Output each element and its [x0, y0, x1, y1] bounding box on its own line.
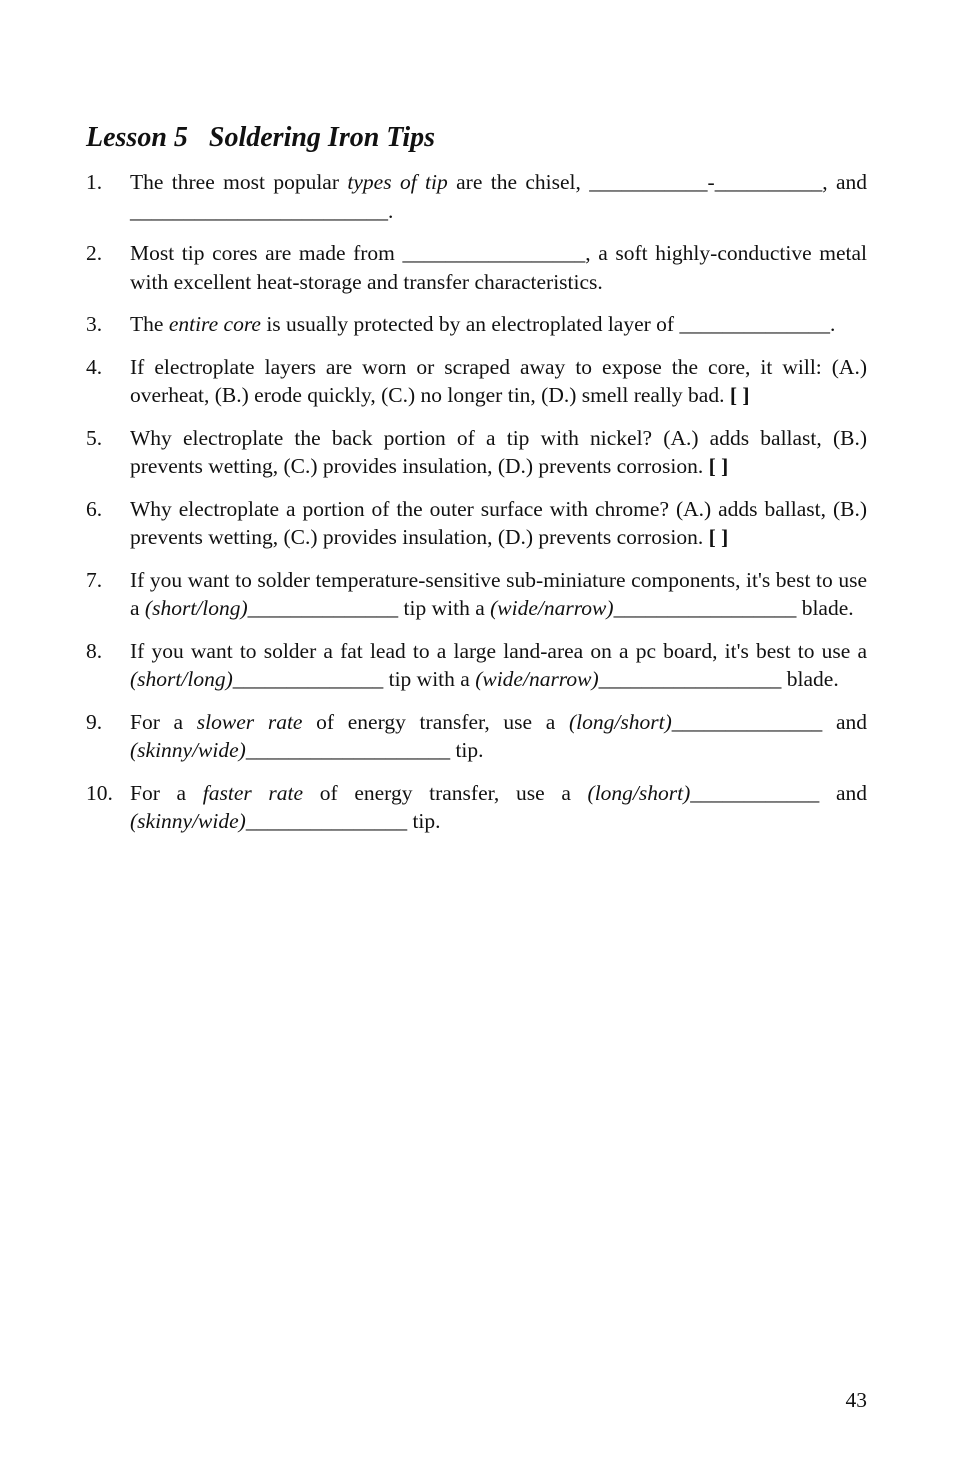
emphasis-text: (short/long) — [144, 596, 248, 620]
question-text — [130, 353, 867, 410]
text-segment: If electroplate layers are worn or scraped away to expose the core, it will: (A.) overheat, (B.) erode quickly, (C.) no longer tin, (D.) smell really bad. — [130, 354, 867, 407]
question-item — [86, 239, 867, 296]
text-segment: is usually protected by an electroplated layer of ______________. — [260, 312, 836, 336]
text-segment: ___________________ tip. — [245, 738, 484, 762]
text-segment: ______________ tip with a — [247, 596, 491, 620]
text-segment: of energy transfer, use a — [303, 780, 588, 805]
text-segment: ______________ tip with a — [232, 667, 476, 691]
question-number: 8. — [86, 638, 103, 663]
question-text — [130, 637, 867, 694]
text-segment: ____________ and — [690, 780, 868, 805]
lesson-title: Lesson 5 Soldering Iron Tips — [86, 122, 436, 153]
emphasis-text: (long/short) — [569, 709, 672, 734]
page-content — [86, 118, 867, 850]
question-item — [86, 637, 867, 694]
text-segment: Why electroplate a portion of the outer surface with chrome? (A.) adds ballast, (B.) prevents wetting, (C.) provides insulation, (D.) prevents corrosion. — [130, 496, 867, 549]
text-segment: _______________ tip. — [245, 809, 441, 833]
question-number: 4. — [86, 354, 103, 379]
text-segment: The — [130, 312, 169, 336]
question-number: 6. — [86, 496, 103, 521]
emphasis-text: (skinny/wide) — [130, 738, 246, 762]
emphasis-text: entire core — [168, 312, 261, 336]
text-segment: of energy transfer, use a — [302, 709, 570, 734]
emphasis-text: (long/short) — [587, 780, 691, 805]
emphasis-text: types of tip — [347, 170, 448, 194]
emphasis-text: (short/long) — [130, 667, 233, 691]
question-number: 3. — [86, 312, 103, 336]
question-text — [130, 779, 867, 836]
text-segment: are the chisel, ___________-__________, and ________________________. — [130, 170, 867, 223]
question-number: 1. — [86, 170, 103, 194]
question-number: 10. — [86, 780, 113, 805]
emphasis-text: slower rate — [196, 709, 303, 734]
text-segment: For a — [130, 709, 197, 734]
answer-bracket: [ ] — [708, 454, 729, 478]
question-item — [86, 495, 867, 552]
emphasis-text: (wide/narrow) — [475, 667, 599, 691]
question-list — [86, 168, 867, 836]
question-item — [86, 566, 867, 623]
emphasis-text: (wide/narrow) — [490, 596, 614, 620]
question-text — [130, 239, 867, 296]
question-item — [86, 353, 867, 410]
question-text — [130, 708, 867, 765]
question-text — [130, 566, 867, 623]
page-number: 43 — [845, 1388, 867, 1412]
question-text — [130, 168, 867, 225]
emphasis-text: (skinny/wide) — [130, 809, 246, 833]
text-segment: ______________ and — [671, 709, 867, 734]
question-item — [86, 779, 867, 836]
question-item — [86, 168, 867, 225]
answer-bracket: [ ] — [729, 383, 750, 407]
question-number: 7. — [86, 567, 103, 592]
text-segment: Why electroplate the back portion of a tip with nickel? (A.) adds ballast, (B.) prevents wetting, (C.) provides insulation, (D.) prevents corrosion. — [130, 425, 867, 478]
text-segment: If you want to solder temperature-sensitive sub-miniature components, it's best to use a — [130, 567, 867, 620]
question-text — [130, 310, 867, 339]
text-segment: _________________ blade. — [613, 596, 854, 620]
emphasis-text: faster rate — [202, 780, 304, 805]
question-item — [86, 708, 867, 765]
text-segment: For a — [130, 780, 203, 805]
question-item — [86, 310, 867, 339]
question-text — [130, 424, 867, 481]
question-text — [130, 495, 867, 552]
text-segment: If you want to solder a fat lead to a large land-area on a pc board, it's best to use a — [130, 638, 867, 663]
text-segment: The three most popular — [130, 170, 348, 194]
question-number: 2. — [86, 241, 103, 265]
question-number: 9. — [86, 709, 103, 734]
text-segment: _________________ blade. — [598, 667, 839, 691]
question-item — [86, 424, 867, 481]
text-segment: Most tip cores are made from _________________, a soft highly-conductive metal with excellent heat-storage and transfer characteristics. — [130, 241, 867, 294]
question-number: 5. — [86, 425, 103, 450]
answer-bracket: [ ] — [708, 525, 729, 549]
